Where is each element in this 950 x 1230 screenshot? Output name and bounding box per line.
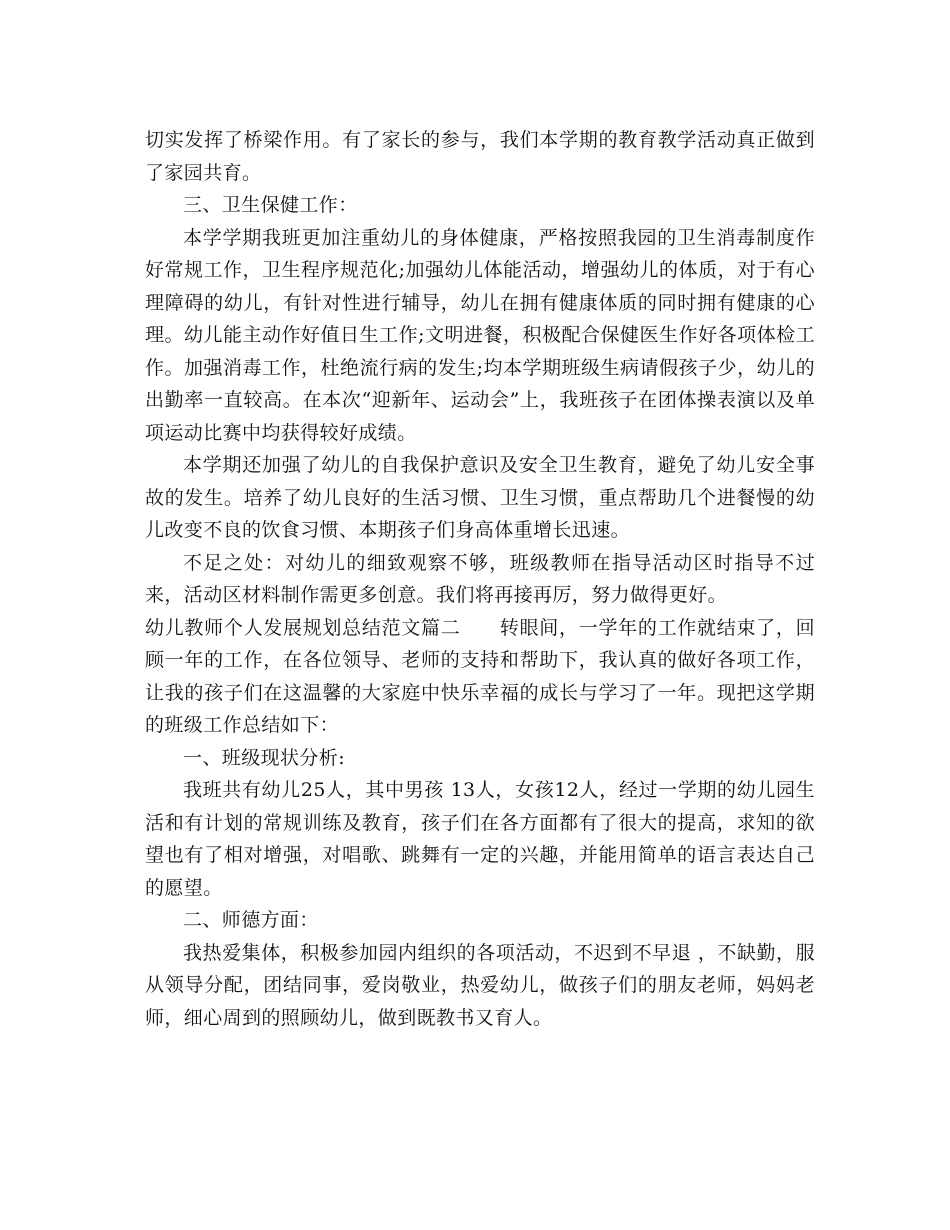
paragraph: 切实发挥了桥梁作用。有了家长的参与，我们本学期的教育教学活动真正做到了家园共育。 <box>145 129 815 184</box>
document-body <box>145 124 815 1034</box>
section-heading: 二、师德方面： <box>183 909 319 931</box>
section-heading: 三、卫生保健工作： <box>183 194 358 216</box>
paragraph: 本学期还加强了幼儿的自我保护意识及安全卫生教育，避免了幼儿安全事故的发生。培养了幼儿良好的生活习惯、卫生习惯，重点帮助几个进餐慢的幼儿改变不良的饮食习惯、本期孩子们身高体重增长迅速。 <box>145 454 815 541</box>
paragraph: 我热爱集体，积极参加园内组织的各项活动，不迟到不早退 ，不缺勤，服从领导分配，团结同事，爱岗敬业，热爱幼儿，做孩子们的朋友老师，妈妈老师，细心周到的照顾幼儿，做到既教书又育人。 <box>145 941 815 1029</box>
paragraph: 本学学期我班更加注重幼儿的身体健康，严格按照我园的卫生消毒制度作好常规工作，卫生程序规范化;加强幼儿体能活动，增强幼儿的体质，对于有心理障碍的幼儿，有针对性进行辅导，幼儿在拥有健康体质的同时拥有健康的心理。幼儿能主动作好值日生工作;文明进餐，积极配合保健医生作好各项体检工作。加强消毒工作，杜绝流行病的发生;均本学期班级生病请假孩子少，幼儿的出勤率一直较高。在本次“迎新年、运动会”上，我班孩子在团体操表演以及单项运动比赛中均获得较好成绩。 <box>145 226 815 444</box>
section-heading: 一、班级现状分析: <box>183 746 346 769</box>
paragraph: 不足之处：对幼儿的细致观察不够，班级教师在指导活动区时指导不过来，活动区材料制作需更多创意。我们将再接再厉，努力做得更好。 <box>145 551 815 606</box>
article-title-paragraph: 幼儿教师个人发展规划总结范文篇二 转眼间，一学年的工作就结束了，回顾一年的工作，在各位领导、老师的支持和帮助下，我认真的做好各项工作，让我的孩子们在这温馨的大家庭中快乐幸福的成长与学习了一年。现把这学期的班级工作总结如下： <box>145 616 815 736</box>
paragraph: 我班共有幼儿25人，其中男孩 13人，女孩12人，经过一学期的幼儿园生活和有计划的常规训练及教育，孩子们在各方面都有了很大的提高，求知的欲望也有了相对增强，对唱歌、跳舞有一定的兴趣，并能用简单的语言表达自己的愿望。 <box>145 779 815 899</box>
